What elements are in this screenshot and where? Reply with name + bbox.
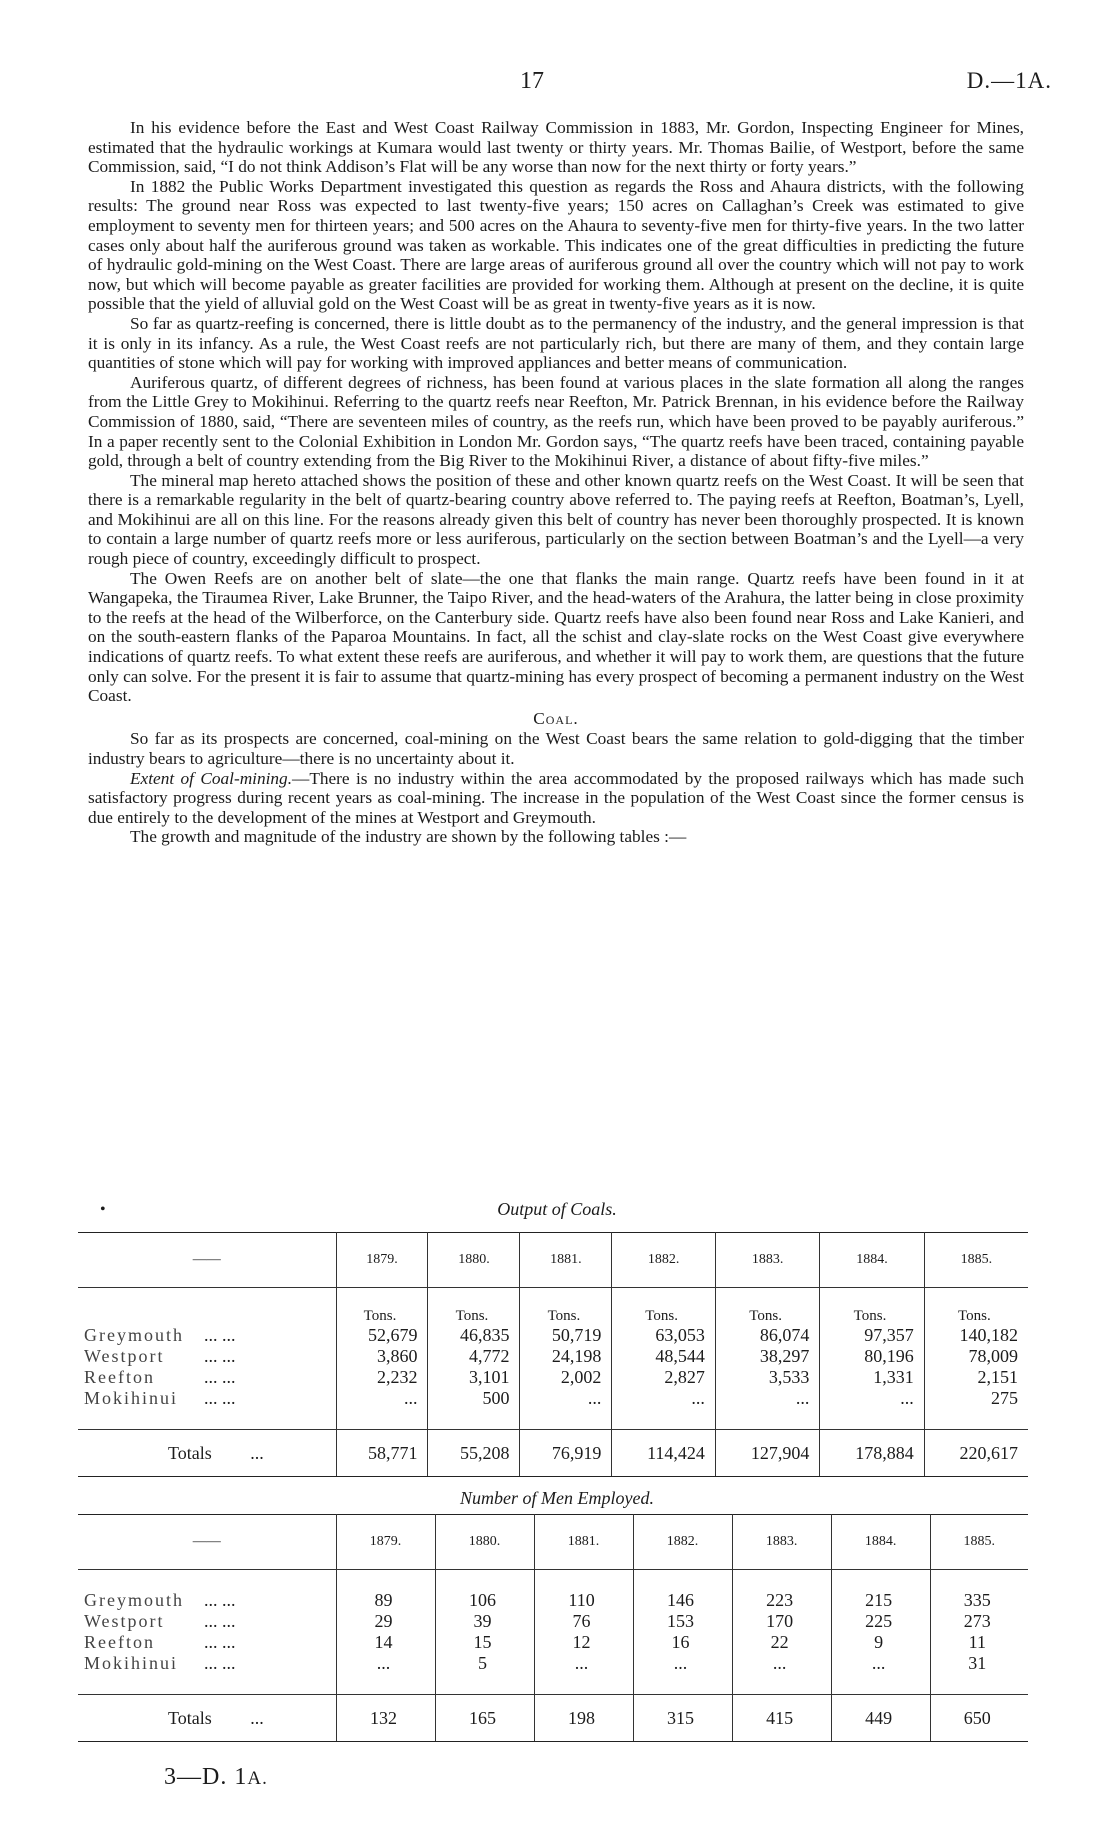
table-cell: 48,544 (612, 1346, 716, 1367)
total-cell: 449 (831, 1695, 930, 1742)
table-cell: ... (336, 1653, 435, 1674)
table-cell: 89 (336, 1590, 435, 1611)
table-cell: 110 (534, 1590, 633, 1611)
totals-row: Totals ... 132 165 198 315 415 449 650 (78, 1695, 1028, 1742)
table-cell: ... (520, 1388, 612, 1409)
table-corner: —— (192, 1534, 221, 1549)
unit-label: Tons. (612, 1288, 716, 1326)
table-cell: 1,331 (820, 1367, 924, 1388)
table-cell: 223 (732, 1590, 831, 1611)
year-header: 1882. (612, 1233, 716, 1288)
row-label: Reefton (84, 1367, 155, 1387)
table-cell: 97,357 (820, 1325, 924, 1346)
year-header: 1881. (534, 1515, 633, 1570)
signature-mark (164, 1764, 268, 1791)
document-reference: D.—1A. (966, 68, 1052, 93)
table-cell: 3,533 (715, 1367, 819, 1388)
table-cell: 170 (732, 1611, 831, 1632)
paragraph: Auriferous quartz, of different degrees of richness, has been found at various places in the slate formation all along the ranges from the Little Grey to Mokihinui. Referring to the quartz reefs near Reefton, Mr. Patrick Brennan, in his evidence before the Railway Commission of 1880, said, “There are seventeen miles of country, as the reefs run, which have been proved to be payably auriferous.” In a paper recently sent to the Colonial Exhibition in London Mr. Gordon says, “The quartz reefs have been traced, containing payable gold, through a belt of country extending from the Big River to the Mokihinui River, a distance of about fifty-five miles.” (88, 372, 1024, 471)
table-row: Westport ... ... 3,860 4,772 24,198 48,544 38,297 80,196 78,009 (78, 1346, 1028, 1367)
table-cell: 22 (732, 1632, 831, 1653)
table-header-row (78, 1233, 1028, 1288)
table-cell: 2,151 (924, 1367, 1028, 1388)
table-cell: 4,772 (428, 1346, 520, 1367)
table-cell: 2,232 (336, 1367, 428, 1388)
total-cell: 76,919 (520, 1430, 612, 1477)
year-header: 1881. (520, 1233, 612, 1288)
bullet-mark: • (100, 1201, 106, 1218)
unit-label: Tons. (520, 1288, 612, 1326)
year-header: 1885. (930, 1515, 1028, 1570)
table-cell: 24,198 (520, 1346, 612, 1367)
table-cell: 3,101 (428, 1367, 520, 1388)
table-cell: 39 (435, 1611, 534, 1632)
year-header: 1883. (715, 1233, 819, 1288)
paragraph: So far as quartz-reefing is concerned, there is little doubt as to the permanency of the industry, and the general impression is that it is only in its infancy. As a rule, the West Coast reefs are not particularly rich, but there are many of them, and they contain large quantities of stone which will pay for working with improved appliances and better means of communication. (88, 313, 1024, 373)
table-cell: 86,074 (715, 1325, 819, 1346)
table-cell: 80,196 (820, 1346, 924, 1367)
paragraph: The growth and magnitude of the industry are shown by the following tables :— (130, 827, 687, 847)
table-cell: 76 (534, 1611, 633, 1632)
table-cell: 46,835 (428, 1325, 520, 1346)
table-cell: ... (336, 1388, 428, 1409)
table-caption: Output of Coals. (497, 1199, 617, 1219)
row-label: Greymouth (84, 1590, 184, 1610)
table-row: Mokihinui ... ... ... 5 ... ... ... ... 31 (78, 1653, 1028, 1674)
totals-label: Totals (168, 1707, 212, 1728)
table-cell: 5 (435, 1653, 534, 1674)
paragraph (88, 769, 1024, 828)
totals-label: Totals (168, 1442, 212, 1463)
year-header: 1879. (336, 1515, 435, 1570)
row-label: Mokihinui (84, 1653, 179, 1673)
table-cell: ... (715, 1388, 819, 1409)
table-cell: 3,860 (336, 1346, 428, 1367)
year-header: 1884. (820, 1233, 924, 1288)
table-cell: 2,002 (520, 1367, 612, 1388)
table-cell: 215 (831, 1590, 930, 1611)
paragraph: The Owen Reefs are on another belt of slate—the one that flanks the main range. Quartz reefs have been found in it at Wangapeka, the Tiraumea River, Lake Brunner, the Taipo River, and the head-waters of the Arahura, the latter being in close proximity to the reefs at the head of the Wilberforce, on the Canterbury side. Quartz reefs have also been found near Ross and Lake Kanieri, and on the south-eastern flanks of the Paparoa Mountains. In fact, all the schist and clay-slate rocks on the West Coast give everywhere indications of quartz reefs. To what extent these reefs are auriferous, and whether it will pay to work them, are questions that the future only can solve. For the present it is fair to assume that quartz-mining has every prospect of becoming a permanent industry on the West Coast. (88, 568, 1024, 706)
year-header: 1879. (336, 1233, 428, 1288)
total-cell: 58,771 (336, 1430, 428, 1477)
paragraph-lead: Extent of Coal-mining. (130, 768, 293, 788)
table-row: Mokihinui ... ... ... 500 ... ... ... ... 275 (78, 1388, 1028, 1409)
page-number: 17 (520, 68, 544, 94)
year-header: 1884. (831, 1515, 930, 1570)
year-header: 1883. (732, 1515, 831, 1570)
unit-label: Tons. (924, 1288, 1028, 1326)
table-cell: ... (534, 1653, 633, 1674)
row-label: Greymouth (84, 1325, 184, 1345)
table-cell: 52,679 (336, 1325, 428, 1346)
table-cell: 225 (831, 1611, 930, 1632)
table-cell: 140,182 (924, 1325, 1028, 1346)
table-row: Reefton ... ... 2,232 3,101 2,002 2,827 3,533 1,331 2,151 (78, 1367, 1028, 1388)
totals-row: Totals ... 58,771 55,208 76,919 114,424 127,904 178,884 220,617 (78, 1430, 1028, 1477)
output-table (78, 1232, 1028, 1477)
table-row: Greymouth ... ... 89 106 110 146 223 215 335 (78, 1590, 1028, 1611)
total-cell: 178,884 (820, 1430, 924, 1477)
total-cell: 55,208 (428, 1430, 520, 1477)
row-label: Westport (84, 1346, 165, 1366)
table-cell: 273 (930, 1611, 1028, 1632)
table-cell: ... (831, 1653, 930, 1674)
total-cell: 415 (732, 1695, 831, 1742)
total-cell: 198 (534, 1695, 633, 1742)
total-cell: 650 (930, 1695, 1028, 1742)
table-cell: ... (633, 1653, 732, 1674)
row-label: Mokihinui (84, 1388, 179, 1408)
table-row: Westport ... ... 29 39 76 153 170 225 273 (78, 1611, 1028, 1632)
table-row: Reefton ... ... 14 15 12 16 22 9 11 (78, 1632, 1028, 1653)
table-cell: 16 (633, 1632, 732, 1653)
table-cell: 335 (930, 1590, 1028, 1611)
paragraph-text: —There is no industry within the area accommodated by the proposed railways which has made such satisfactory progress during recent years as coal-mining. The increase in the population of the West Coast since the former census is due entirely to the development of the mines at Westport and Greymouth. (88, 768, 1024, 827)
table-row: Greymouth ... ... 52,679 46,835 50,719 63,053 86,074 97,357 140,182 (78, 1325, 1028, 1346)
table-cell: 500 (428, 1388, 520, 1409)
table-cell: 38,297 (715, 1346, 819, 1367)
year-header: 1882. (633, 1515, 732, 1570)
signature-main: 3—D. 1 (164, 1764, 248, 1790)
table-cell: 106 (435, 1590, 534, 1611)
table-cell: 153 (633, 1611, 732, 1632)
table-cell: 29 (336, 1611, 435, 1632)
row-label: Westport (84, 1611, 165, 1631)
table-cell: 31 (930, 1653, 1028, 1674)
total-cell: 114,424 (612, 1430, 716, 1477)
total-cell: 165 (435, 1695, 534, 1742)
total-cell: 127,904 (715, 1430, 819, 1477)
table-cell: 15 (435, 1632, 534, 1653)
table-cell: ... (732, 1653, 831, 1674)
year-header: 1880. (428, 1233, 520, 1288)
table-cell: 146 (633, 1590, 732, 1611)
paragraph: In 1882 the Public Works Department investigated this question as regards the Ross and Ahaura districts, with the following results: The ground near Ross was expected to last twenty-five years; 150 acres on Callaghan’s Creek was estimated to give employment to seventy men for thirteen years; and 500 acres on the Ahaura to seventy-five men for thirty-five years. In the two latter cases only about half the auriferous ground was taken as workable. This indicates one of the great difficulties in predicting the future of hydraulic gold-mining on the West Coast. There are large areas of auriferous ground all over the country which will not pay to work now, but which will become payable as greater facilities are provided for working them. Although at present on the decline, it is quite possible that the yield of alluvial gold on the West Coast will be as great in twenty-five years as it is now. (88, 176, 1024, 314)
body-text (88, 118, 1024, 847)
signature-suffix: A. (247, 1768, 268, 1789)
unit-label: Tons. (428, 1288, 520, 1326)
table-cell: 14 (336, 1632, 435, 1653)
table-cell: 12 (534, 1632, 633, 1653)
table-header-row (78, 1515, 1028, 1570)
paragraph: The mineral map hereto attached shows the position of these and other known quartz reefs on the West Coast. It will be seen that there is a remarkable regularity in the belt of quartz-bearing country above referred to. The paying reefs at Reefton, Boatman’s, Lyell, and Mokihinui are all on this line. For the reasons already given this belt of country has never been thoroughly prospected. It is known to contain a large number of quartz reefs more or less auriferous, particularly on the section between Boatman’s and the Lyell—a very rough piece of country, exceedingly difficult to prospect. (88, 470, 1024, 569)
unit-label: Tons. (820, 1288, 924, 1326)
table-cell: 78,009 (924, 1346, 1028, 1367)
units-row (78, 1288, 1028, 1326)
total-cell: 132 (336, 1695, 435, 1742)
table-cell: 63,053 (612, 1325, 716, 1346)
table-cell: 50,719 (520, 1325, 612, 1346)
men-table (78, 1514, 1028, 1742)
unit-label: Tons. (336, 1288, 428, 1326)
total-cell: 220,617 (924, 1430, 1028, 1477)
paragraph: In his evidence before the East and West Coast Railway Commission in 1883, Mr. Gordon, Inspecting Engineer for Mines, estimated that the hydraulic workings at Kumara would last twenty or thirty years. Mr. Thomas Bailie, of Westport, before the same Commission, said, “I do not think Addison’s Flat will be any worse than now for the next thirty or forty years.” (88, 118, 1024, 177)
row-label: Reefton (84, 1632, 155, 1652)
year-header: 1880. (435, 1515, 534, 1570)
table-cell: 9 (831, 1632, 930, 1653)
table-cell: 275 (924, 1388, 1028, 1409)
table-cell: ... (820, 1388, 924, 1409)
year-header: 1885. (924, 1233, 1028, 1288)
table-cell: 2,827 (612, 1367, 716, 1388)
unit-label: Tons. (715, 1288, 819, 1326)
table-cell: ... (612, 1388, 716, 1409)
total-cell: 315 (633, 1695, 732, 1742)
table-corner: —— (192, 1252, 221, 1267)
table-cell: 11 (930, 1632, 1028, 1653)
section-heading-coal: Coal. (533, 708, 579, 728)
table-caption: Number of Men Employed. (460, 1488, 654, 1508)
paragraph: So far as its prospects are concerned, coal-mining on the West Coast bears the same relation to gold-digging that the timber industry bears to agriculture—there is no uncertainty about it. (88, 729, 1024, 768)
